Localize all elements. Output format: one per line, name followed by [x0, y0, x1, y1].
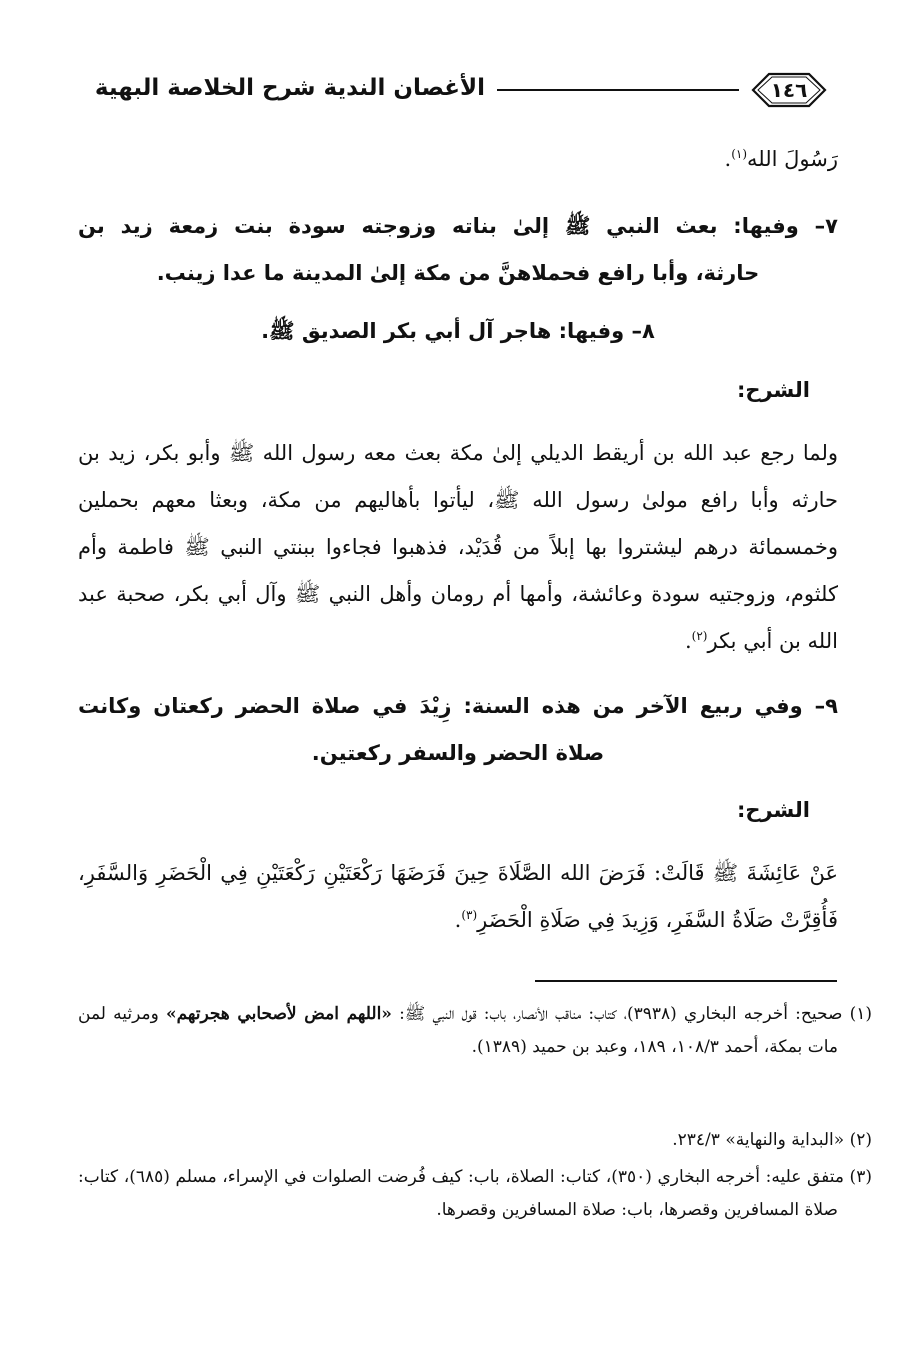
hadith-end: .	[454, 908, 462, 932]
explanation-paragraph-1	[78, 430, 838, 665]
footnote-2-number: (٢)	[849, 1130, 872, 1150]
footnote-ref-1: (١)	[731, 147, 748, 161]
explanation-paragraph-1-end: .	[684, 629, 692, 653]
footnote-1	[78, 998, 872, 1064]
footnote-1-lead: صحيح: أخرجه البخاري (٣٩٣٨)، كتاب: مناقب الأنصار، باب: قول النبي ﷺ:	[391, 1004, 843, 1024]
point-9-line-1: ٩– وفي ربيع الآخر من هذه السنة: زِيْدَ في صلاة الحضر ركعتان وكانت	[78, 694, 838, 718]
hadith-text: عَنْ عَائِشَةَ ﷺ قَالَتْ: فَرَضَ الله الصَّلَاةَ حِينَ فَرَضَهَا رَكْعَتَيْنِ رَكْعَتَيْنِ فِي الْحَضَرِ وَالسَّفَرِ، فَأُقِرَّتْ صَلَاةُ السَّفَرِ، وَزِيدَ فِي صَلَاةِ الْحَضَرِ	[78, 861, 838, 932]
explanation-heading-2: الشرح:	[736, 798, 810, 822]
point-7-line-2: حارثة، وأبا رافع فحملاهنَّ من مكة إلىٰ المدينة ما عدا زينب.	[156, 261, 760, 285]
page-number: ١٤٦	[770, 78, 808, 102]
header-rule	[497, 89, 739, 91]
footnote-3-number: (٣)	[849, 1167, 872, 1187]
hadith-paragraph	[78, 850, 838, 944]
carryover-text: رَسُولَ الله	[747, 147, 838, 171]
explanation-paragraph-1-text: ولما رجع عبد الله بن أريقط الديلي إلىٰ مكة بعث معه رسول الله ﷺ وأبو بكر، زيد بن حارثه وأبا رافع مولىٰ رسول الله ﷺ، ليأتوا بأهاليهم من مكة، وبعثا معهم بحملين وخمسمائة درهم ليشتروا بها إبلاً من قُدَيْد، فذهبوا فجاءوا ببنتي النبي ﷺ فاطمة وأم كلثوم، وزوجتيه سودة وعائشة، وأمها أم رومان وأهل النبي ﷺ وآل أبي بكر، صحبة عبد الله بن أبي بكر	[78, 441, 838, 653]
point-7	[78, 203, 838, 297]
footnote-ref-3: (٣)	[461, 908, 478, 922]
footnote-2-text: «البداية والنهاية» ٢٣٤/٣.	[672, 1130, 845, 1150]
footnote-3-text: متفق عليه: أخرجه البخاري (٣٥٠)، كتاب: الصلاة، باب: كيف فُرضت الصلوات في الإسراء، مسلم (٦٨٥)، كتاب: صلاة المسافرين وقصرها، باب: صلاة المسافرين وقصرها.	[78, 1167, 844, 1220]
footnote-2	[78, 1124, 872, 1157]
point-9	[78, 683, 838, 777]
book-title: الأغصان الندية شرح الخلاصة البهية	[94, 75, 485, 101]
footnote-3	[78, 1161, 872, 1227]
carryover-line: رَسُولَ الله$^{(١)}$.	[724, 147, 838, 171]
point-7-line-1: ٧– وفيها: بعث النبي ﷺ إلىٰ بناته وزوجته سودة بنت زمعة زيد بن	[78, 214, 838, 238]
point-9-line-2: صلاة الحضر والسفر ركعتين.	[311, 741, 605, 765]
footnote-ref-2: (٢)	[691, 629, 708, 643]
page-number-badge	[745, 71, 833, 109]
explanation-heading-1: الشرح:	[736, 378, 810, 402]
footnote-rule	[535, 980, 837, 982]
footnote-1-quote: «اللهم امض لأصحابي هجرتهم»	[165, 1004, 392, 1024]
point-8: ٨– وفيها: هاجر آل أبي بكر الصديق ﷺ.	[261, 319, 655, 343]
footnote-1-number: (١)	[849, 1004, 872, 1024]
footnote-1-tail: ومرثيه لمن مات بمكة، أحمد ١٠٨/٣، ١٨٩، وعبد بن حميد (١٣٨٩).	[78, 1004, 838, 1057]
